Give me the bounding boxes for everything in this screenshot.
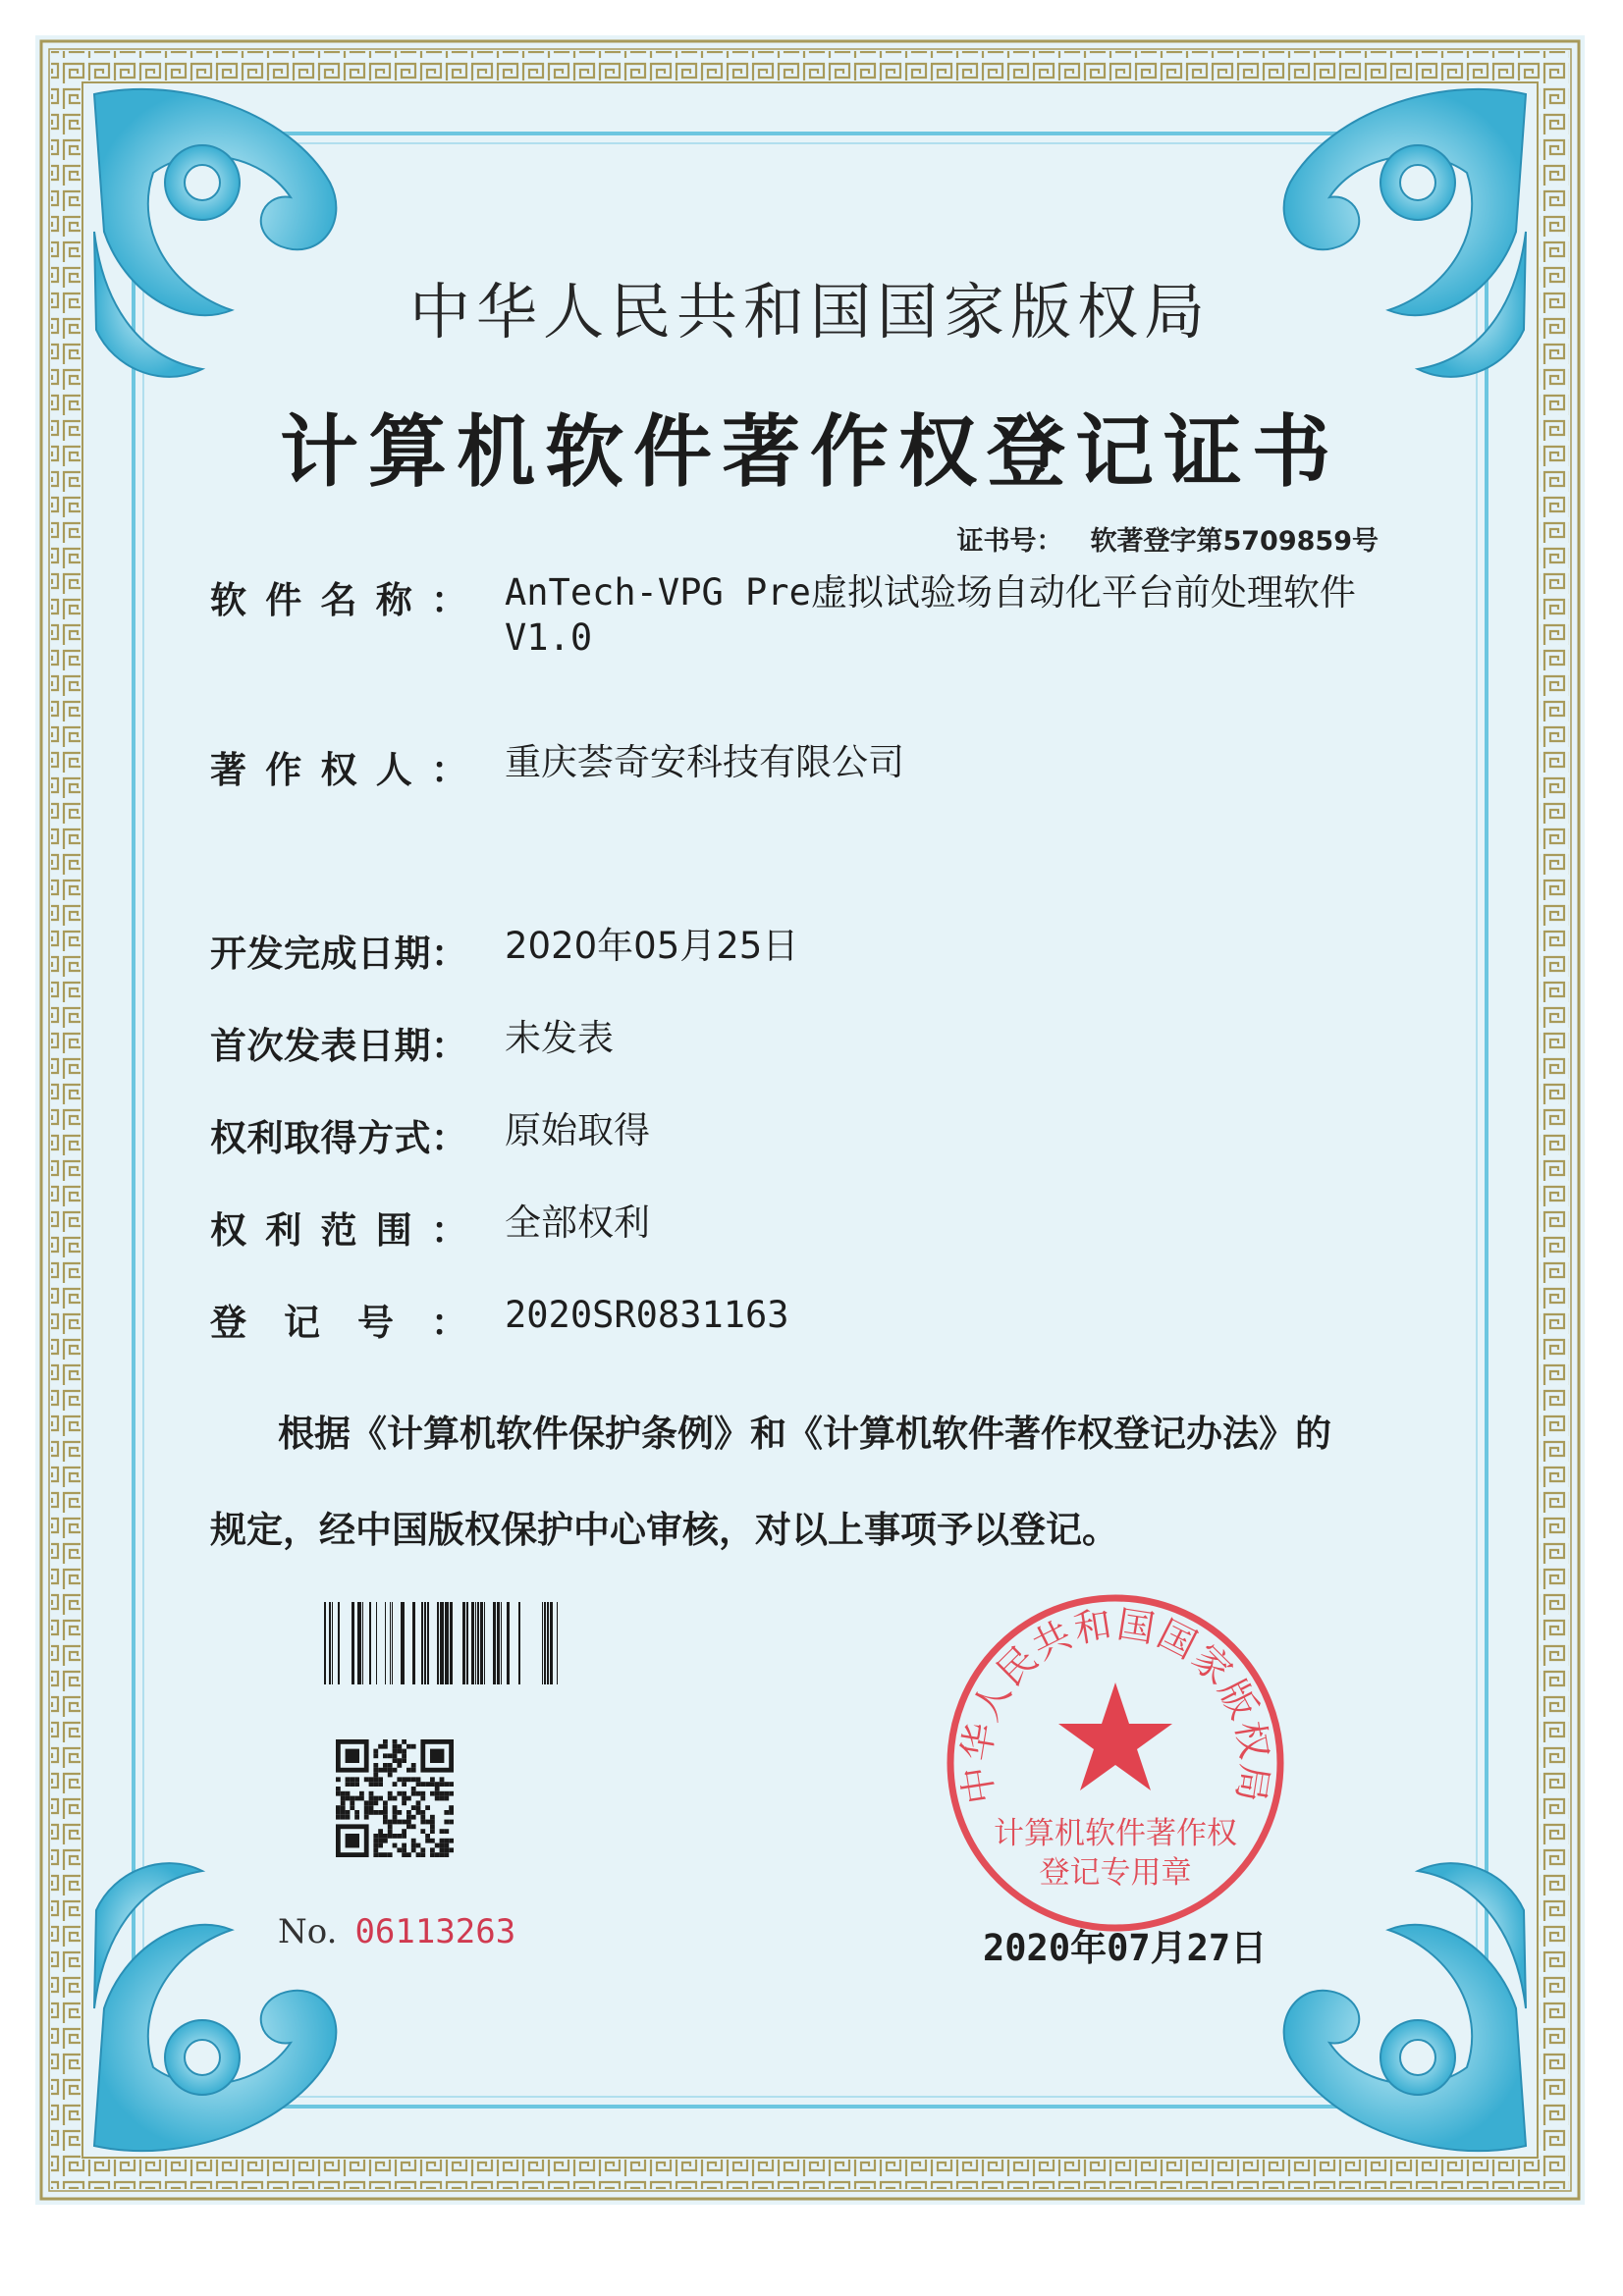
serial-value: 06113263 bbox=[354, 1912, 516, 1951]
field-label: 开 发 完 成 日 期 ： bbox=[210, 933, 467, 975]
serial-prefix: No. bbox=[278, 1912, 338, 1951]
field-value: 2020SR0831163 bbox=[505, 1294, 789, 1336]
certificate-number-label: 证书号： bbox=[956, 526, 1063, 557]
field-label: 权 利 范 围 ： bbox=[210, 1209, 467, 1252]
serial-number bbox=[278, 1912, 515, 1951]
field-label: 首 次 发 表 日 期 ： bbox=[210, 1025, 467, 1067]
seal-inner-line-2: 登记专用章 bbox=[1039, 1855, 1192, 1891]
field-value: 未发表 bbox=[505, 1017, 614, 1059]
seal-star-icon bbox=[1058, 1682, 1172, 1790]
certificate-number-value: 软著登字第5709859号 bbox=[1090, 526, 1379, 557]
statement-line-1: 根据《计算机软件保护条例》和《计算机软件著作权登记办法》的 bbox=[278, 1413, 1331, 1455]
field-label: 权 利 取 得 方 式 ： bbox=[210, 1117, 467, 1159]
issue-date: 2020年07月27日 bbox=[983, 1927, 1268, 1969]
seal-ring-text: 中华人民共和国国家版权局 bbox=[953, 1602, 1277, 1807]
certificate bbox=[35, 35, 1585, 2205]
official-seal bbox=[939, 1586, 1292, 1940]
field-value: AnTech-VPG Pre虚拟试验场自动化平台前处理软件 V1.0 bbox=[505, 571, 1356, 659]
field-label: 登 记 号 ： bbox=[210, 1302, 467, 1344]
seal-inner-line-1: 计算机软件著作权 bbox=[994, 1816, 1237, 1851]
field-value: 重庆荟奇安科技有限公司 bbox=[505, 741, 904, 783]
field-value: 原始取得 bbox=[505, 1109, 650, 1151]
field-value: 全部权利 bbox=[505, 1201, 650, 1244]
issuer-heading: 中华人民共和国国家版权局 bbox=[408, 276, 1211, 347]
field-label: 软 件 名 称 ： bbox=[210, 579, 467, 621]
field-value: 2020年05月25日 bbox=[505, 925, 799, 967]
barcode bbox=[324, 1602, 560, 1684]
certificate-number bbox=[956, 519, 1379, 558]
certificate-title: 计算机软件著作权登记证书 bbox=[280, 406, 1340, 498]
field-label: 著 作 权 人 ： bbox=[210, 749, 467, 791]
qr-code bbox=[336, 1739, 454, 1857]
statement-line-2: 规定，经中国版权保护中心审核，对以上事项予以登记。 bbox=[210, 1509, 1118, 1551]
